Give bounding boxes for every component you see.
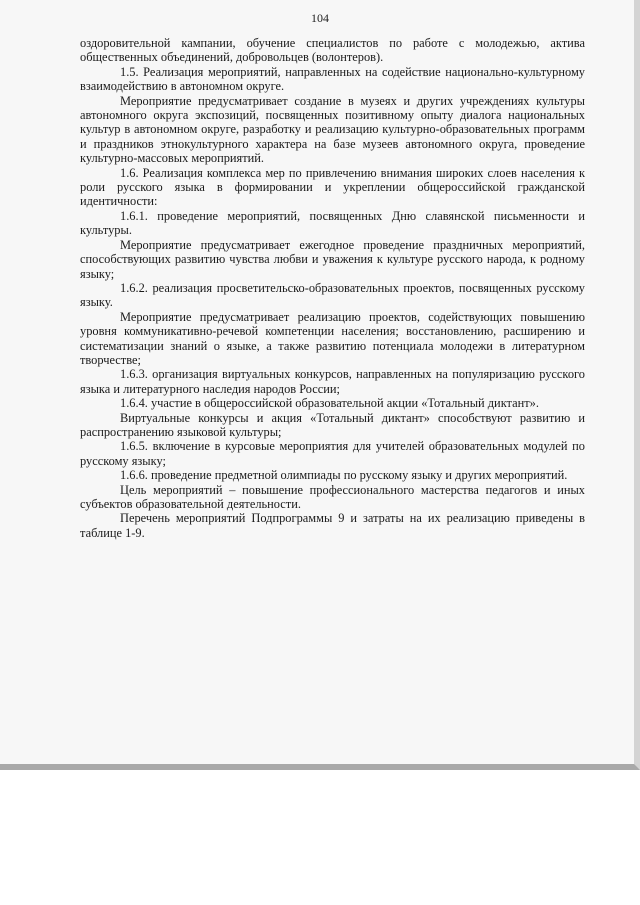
paragraph: Мероприятие предусматривает создание в музеях и других учреждениях культуры автономного округа экспозиций, посвященных позитивному опыту диалога национальных культур в автономном округе, разработку и реализацию культурно-образовательных программ и праздников этнокультурного характера на базе музеев автономного округа, проведение культурно-массовых мероприятий.	[80, 93, 585, 166]
paragraph: 1.6.3. организация виртуальных конкурсов, направленных на популяризацию русского языка и литературного наследия народов России;	[80, 367, 585, 396]
paragraph: 1.6.6. проведение предметной олимпиады по русскому языку и других мероприятий.	[120, 468, 568, 483]
paragraph: 1.6.1. проведение мероприятий, посвященных Дню славянской письменности и культуры.	[80, 208, 585, 238]
paragraph: 1.6.5. включение в курсовые мероприятия для учителей образовательных модулей по русскому языку;	[80, 439, 585, 468]
paragraph: оздоровительной кампании, обучение специалистов по работе с молодежью, актива общественных объединений, добровольцев (волонтеров).	[80, 36, 585, 65]
paragraph: Мероприятие предусматривает ежегодное проведение праздничных мероприятий, способствующих развитию чувства любви и уважения к культуре русского народа, к родному языку;	[80, 237, 585, 281]
paragraph: 1.6. Реализация комплекса мер по привлечению внимания широких слоев населения к роли русского языка в формировании и укреплении общероссийской гражданской идентичности:	[80, 165, 585, 209]
paragraph: 1.6.4. участие в общероссийской образовательной акции «Тотальный диктант».	[120, 396, 539, 411]
paragraph: 1.5. Реализация мероприятий, направленных на содействие национально-культурному взаимодействию в автономном округе.	[80, 64, 585, 94]
paragraph: Мероприятие предусматривает реализацию проектов, содействующих повышению уровня коммуникативно-речевой компетенции населения; восстановлению, расширению и систематизации знаний о языке, а также развитию потенциала молодежи в литературном творчестве;	[80, 309, 585, 367]
body-text	[80, 36, 585, 540]
paragraph: 1.6.2. реализация просветительско-образовательных проектов, посвященных русскому языку.	[80, 280, 585, 310]
page-number: 104	[311, 11, 329, 25]
paragraph: Перечень мероприятий Подпрограммы 9 и затраты на их реализацию приведены в таблице 1-9.	[80, 511, 585, 540]
paragraph: Цель мероприятий – повышение профессионального мастерства педагогов и иных субъектов образовательной деятельности.	[80, 482, 585, 511]
paragraph: Виртуальные конкурсы и акция «Тотальный диктант» способствуют развитию и распространению языковой культуры;	[80, 410, 585, 439]
